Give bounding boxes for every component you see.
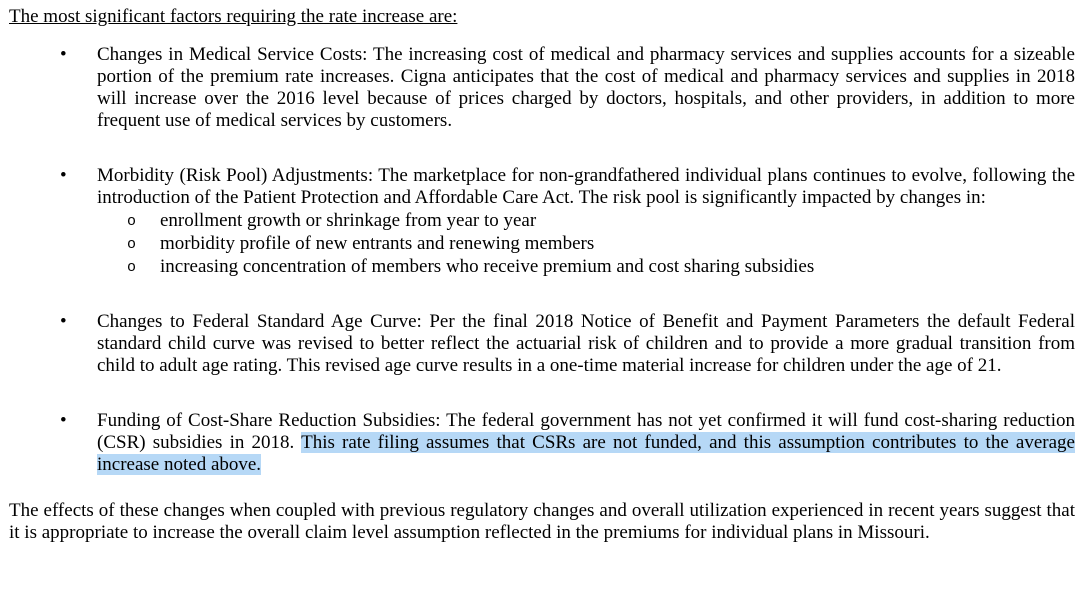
- bullet-icon: •: [60, 44, 67, 65]
- sub-bullet-text: morbidity profile of new entrants and renewing members: [160, 233, 595, 254]
- sub-bullet-icon: o: [127, 236, 137, 253]
- document-heading: The most significant factors requiring the rate increase are:: [9, 6, 458, 27]
- bullet-icon: •: [60, 311, 67, 332]
- sub-bullet-item: [97, 255, 1075, 278]
- sub-bullet-text: enrollment growth or shrinkage from year to year: [160, 210, 537, 231]
- bullet-item-age-curve: [9, 311, 1075, 377]
- bullet-text: Changes to Federal Standard Age Curve: Per the final 2018 Notice of Benefit and Payment Parameters the default Federal standard child curve was revised to better reflect the actuarial risk of children and to provide a more gradual transition from child to adult age rating. This revised age curve results in a one-time material increase for children under the age of 21.: [97, 311, 1075, 376]
- bullet-text: Funding of Cost-Share Reduction Subsidies: The federal government has not yet confirmed it will fund cost-sharing reduction (CSR) subsidies in 2018.: [97, 410, 1075, 453]
- sub-bullet-text: increasing concentration of members who receive premium and cost sharing subsidies: [160, 256, 815, 277]
- highlighted-text: This rate filing assumes that CSRs are not funded, and this assumption contributes to the average increase noted above.: [97, 432, 1075, 475]
- bullet-item-csr-funding: [9, 410, 1075, 476]
- sub-bullet-item: [97, 232, 1075, 255]
- sub-bullet-icon: o: [127, 213, 137, 230]
- bullet-icon: •: [60, 410, 67, 431]
- sub-bullet-list: [97, 209, 1075, 278]
- bullet-icon: •: [60, 165, 67, 186]
- bullet-item-morbidity: [9, 165, 1075, 278]
- closing-paragraph: The effects of these changes when coupled with previous regulatory changes and overall utilization experienced in recent years suggest that it is appropriate to increase the overall claim level assumption reflected in the premiums for individual plans in Missouri.: [9, 500, 1075, 543]
- bullet-item-medical-costs: [9, 44, 1075, 132]
- bullet-text: Changes in Medical Service Costs: The increasing cost of medical and pharmacy services and supplies accounts for a sizeable portion of the premium rate increases. Cigna anticipates that the cost of medical and pharmacy services and supplies in 2018 will increase over the 2016 level because of prices charged by doctors, hospitals, and other providers, in addition to more frequent use of medical services by customers.: [97, 44, 1075, 131]
- sub-bullet-icon: o: [127, 259, 137, 276]
- bullet-text: Morbidity (Risk Pool) Adjustments: The marketplace for non-grandfathered individual plans continues to evolve, following the introduction of the Patient Protection and Affordable Care Act. The risk pool is significantly impacted by changes in:: [97, 165, 1075, 208]
- sub-bullet-item: [97, 209, 1075, 232]
